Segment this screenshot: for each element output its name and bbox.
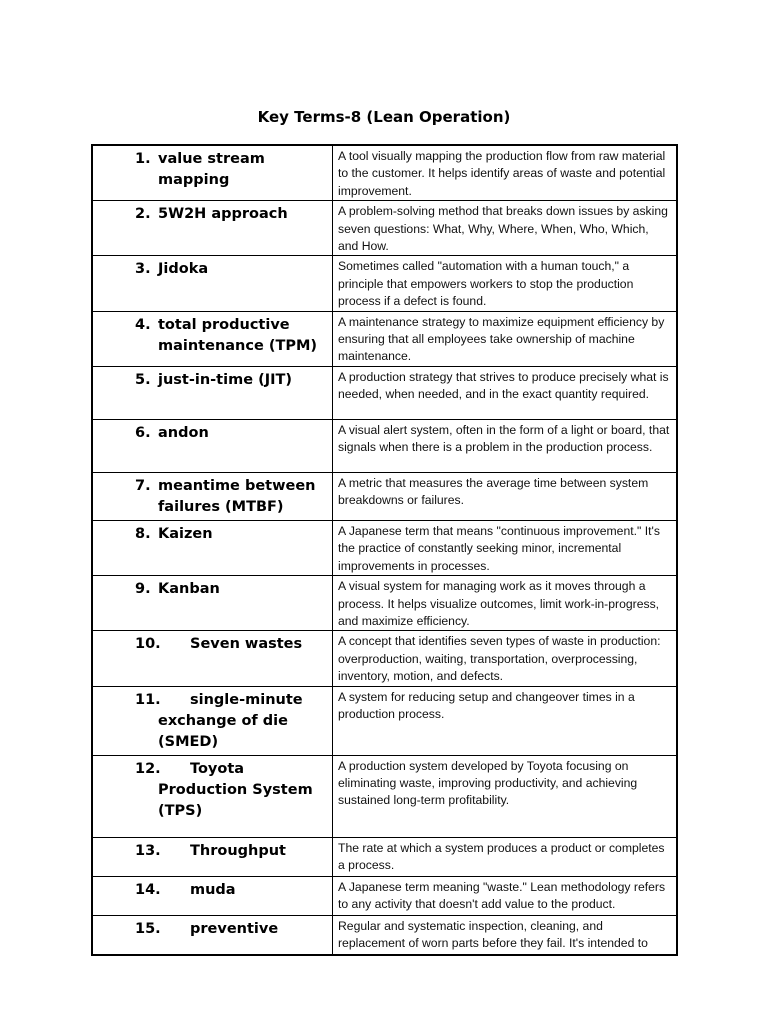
term-text: total productive maintenance (TPM) (158, 316, 318, 354)
term-text: preventive (190, 920, 279, 937)
table-row (92, 755, 677, 837)
term-text: Kaizen (158, 525, 213, 542)
definition-text: A metric that measures the average time between system breakdowns or failures. (338, 475, 649, 508)
term-text: Kanban (158, 581, 220, 598)
definition-text: A Japanese term meaning "waste." Lean methodology refers to any activity that doesn't add value to the product. (338, 879, 666, 911)
table-row (92, 915, 677, 955)
term-cell (92, 755, 333, 837)
definition-cell (333, 876, 678, 915)
table-row (92, 366, 677, 419)
term-number: 5. (135, 371, 151, 388)
term-cell (92, 311, 333, 366)
term-text: value stream mapping (158, 151, 265, 188)
definition-text: A maintenance strategy to maximize equipment efficiency by ensuring that all employees take ownership of machine maintenance. (338, 314, 665, 364)
term-text: just-in-time (JIT) (158, 371, 293, 388)
term-number: 3. (135, 261, 151, 278)
definition-cell (333, 419, 678, 472)
definition-text: Sometimes called "automation with a human touch," a principle that empowers workers to stop the production process if a defect is found. (338, 259, 634, 309)
term-cell (92, 837, 333, 876)
term-number: 1. (135, 151, 151, 167)
term-cell (92, 419, 333, 472)
definition-cell (333, 311, 678, 366)
definition-cell (333, 145, 678, 201)
term-number: 9. (135, 581, 151, 598)
table-row (92, 256, 677, 311)
term-number: 12. (135, 760, 161, 777)
term-text: Toyota Production System (TPS) (158, 760, 313, 819)
definition-cell (333, 201, 678, 256)
term-text: andon (158, 424, 209, 441)
definition-cell (333, 631, 678, 686)
definition-text: A visual alert system, often in the form of a light or board, that signals when there is a problem in the production process. (338, 422, 670, 455)
table-row (92, 145, 677, 201)
term-text: meantime between failures (MTBF) (158, 477, 316, 515)
table-row (92, 419, 677, 472)
term-cell (92, 631, 333, 686)
term-number: 13. (135, 842, 161, 859)
definition-text: A concept that identifies seven types of waste in production: overproduction, waiting, transportation, overprocessing, inventory, motion, and defects. (338, 634, 661, 684)
definition-cell (333, 366, 678, 419)
term-text: single-minute exchange of die (SMED) (158, 691, 303, 750)
definition-cell (333, 755, 678, 837)
term-number: 7. (135, 477, 151, 494)
definition-text: A tool visually mapping the production flow from raw material to the customer. It helps identify areas of waste and potential improvement. (338, 149, 666, 198)
term-text: muda (190, 881, 236, 898)
definition-cell (333, 256, 678, 311)
term-number: 2. (135, 206, 151, 223)
definition-text: The rate at which a system produces a product or completes a process. (338, 840, 665, 872)
table-row (92, 837, 677, 876)
term-text: Jidoka (158, 261, 209, 278)
table-row (92, 311, 677, 366)
definition-text: Regular and systematic inspection, cleaning, and replacement of worn parts before they fail. It's intended to (338, 918, 648, 950)
term-cell (92, 472, 333, 520)
definition-cell (333, 472, 678, 520)
page-title: Key Terms-8 (Lean Operation) (257, 108, 511, 126)
table-row (92, 472, 677, 520)
table-row (92, 876, 677, 915)
definition-cell (333, 915, 678, 955)
term-number: 6. (135, 424, 151, 441)
term-text: 5W2H approach (158, 206, 288, 223)
definition-cell (333, 576, 678, 631)
table-row (92, 631, 677, 686)
term-number: 14. (135, 881, 161, 898)
definition-text: A visual system for managing work as it moves through a process. It helps visualize outcomes, limit work-in-progress, and maximize efficiency. (338, 579, 660, 628)
term-cell (92, 366, 333, 419)
term-number: 10. (135, 636, 161, 653)
term-text: Seven wastes (190, 636, 303, 653)
term-cell (92, 876, 333, 915)
term-number: 8. (135, 525, 151, 542)
table-row (92, 520, 677, 575)
table-row (92, 576, 677, 631)
term-cell (92, 576, 333, 631)
term-number: 4. (135, 316, 151, 333)
term-number: 11. (135, 691, 161, 708)
table-row (92, 201, 677, 256)
term-cell (92, 145, 333, 201)
definition-cell (333, 520, 678, 575)
key-terms-table (91, 144, 678, 956)
definition-text: A production system developed by Toyota focusing on eliminating waste, improving productivity, and achieving sustained long-term profitability. (338, 758, 638, 808)
definition-text: A production strategy that strives to produce precisely what is needed, when needed, and in the exact quantity required. (338, 369, 669, 402)
term-cell (92, 915, 333, 955)
definition-text: A system for reducing setup and changeover times in a production process. (338, 689, 635, 721)
term-number: 15. (135, 920, 161, 937)
definition-text: A Japanese term that means "continuous improvement." It's the practice of constantly seeking minor, incremental improvements in processes. (338, 523, 660, 573)
definition-cell (333, 686, 678, 755)
term-cell (92, 686, 333, 755)
table-row (92, 686, 677, 755)
definition-text: A problem-solving method that breaks down issues by asking seven questions: What, Why, Where, When, Who, Which, and How. (338, 204, 668, 254)
term-cell (92, 201, 333, 256)
term-cell (92, 520, 333, 575)
term-text: Throughput (190, 842, 286, 859)
definition-cell (333, 837, 678, 876)
term-cell (92, 256, 333, 311)
